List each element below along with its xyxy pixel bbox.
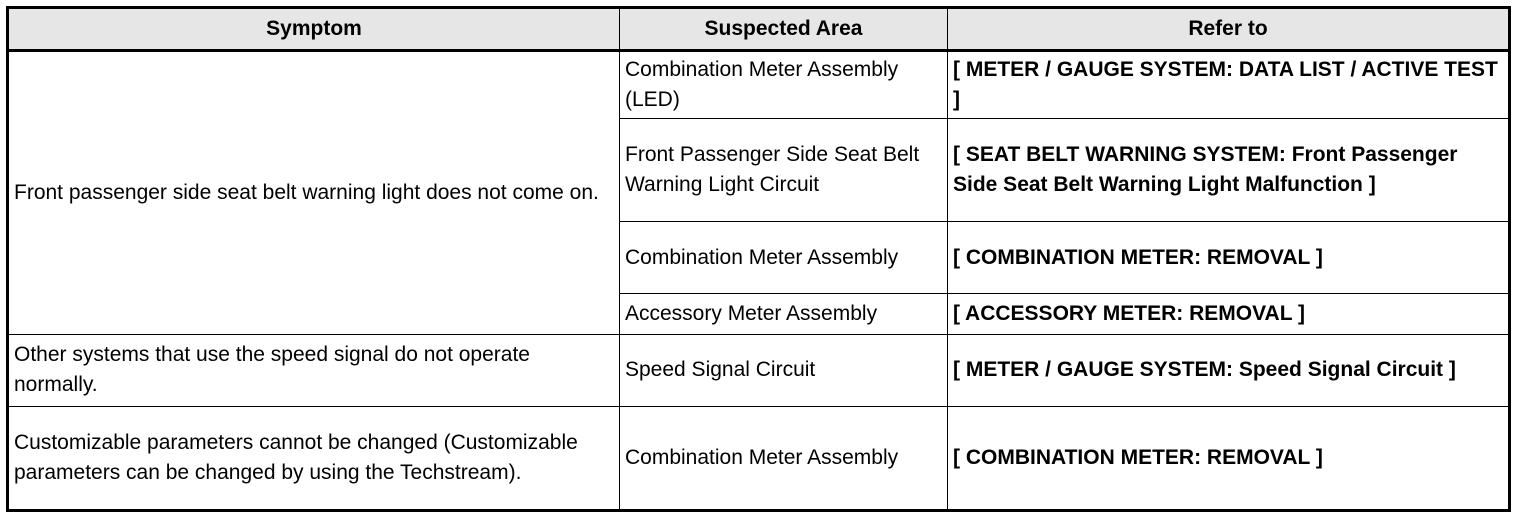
table-row: [8, 335, 1510, 406]
symptom-header: Symptom: [8, 8, 620, 51]
suspected-area-cell: Combination Meter Assembly: [620, 222, 948, 293]
suspected-area-cell: Accessory Meter Assembly: [620, 293, 948, 335]
symptom-cell: Other systems that use the speed signal do not operate normally.: [8, 335, 620, 406]
refer-to-link[interactable]: [ COMBINATION METER: REMOVAL ]: [948, 406, 1510, 510]
symptom-cell: Front passenger side seat belt warning light does not come on.: [8, 51, 620, 335]
refer-to-link[interactable]: [ METER / GAUGE SYSTEM: Speed Signal Circuit ]: [948, 335, 1510, 406]
suspected-area-cell: Speed Signal Circuit: [620, 335, 948, 406]
symptom-cell: Customizable parameters cannot be changed (Customizable parameters can be changed by using the Techstream).: [8, 406, 620, 510]
refer-to-link[interactable]: [ COMBINATION METER: REMOVAL ]: [948, 222, 1510, 293]
suspected-area-cell: Combination Meter Assembly: [620, 406, 948, 510]
suspected-area-cell: Combination Meter Assembly (LED): [620, 51, 948, 119]
refer-to-link[interactable]: [ METER / GAUGE SYSTEM: DATA LIST / ACTIVE TEST ]: [948, 51, 1510, 119]
troubleshooting-table: [6, 6, 1511, 512]
suspected-area-cell: Front Passenger Side Seat Belt Warning Light Circuit: [620, 119, 948, 222]
suspected-area-header: Suspected Area: [620, 8, 948, 51]
refer-to-link[interactable]: [ ACCESSORY METER: REMOVAL ]: [948, 293, 1510, 335]
refer-to-header: Refer to: [948, 8, 1510, 51]
table-row: [8, 51, 1510, 119]
table-row: [8, 406, 1510, 510]
refer-to-link[interactable]: [ SEAT BELT WARNING SYSTEM: Front Passenger Side Seat Belt Warning Light Malfunction ]: [948, 119, 1510, 222]
header-row: [8, 8, 1510, 51]
